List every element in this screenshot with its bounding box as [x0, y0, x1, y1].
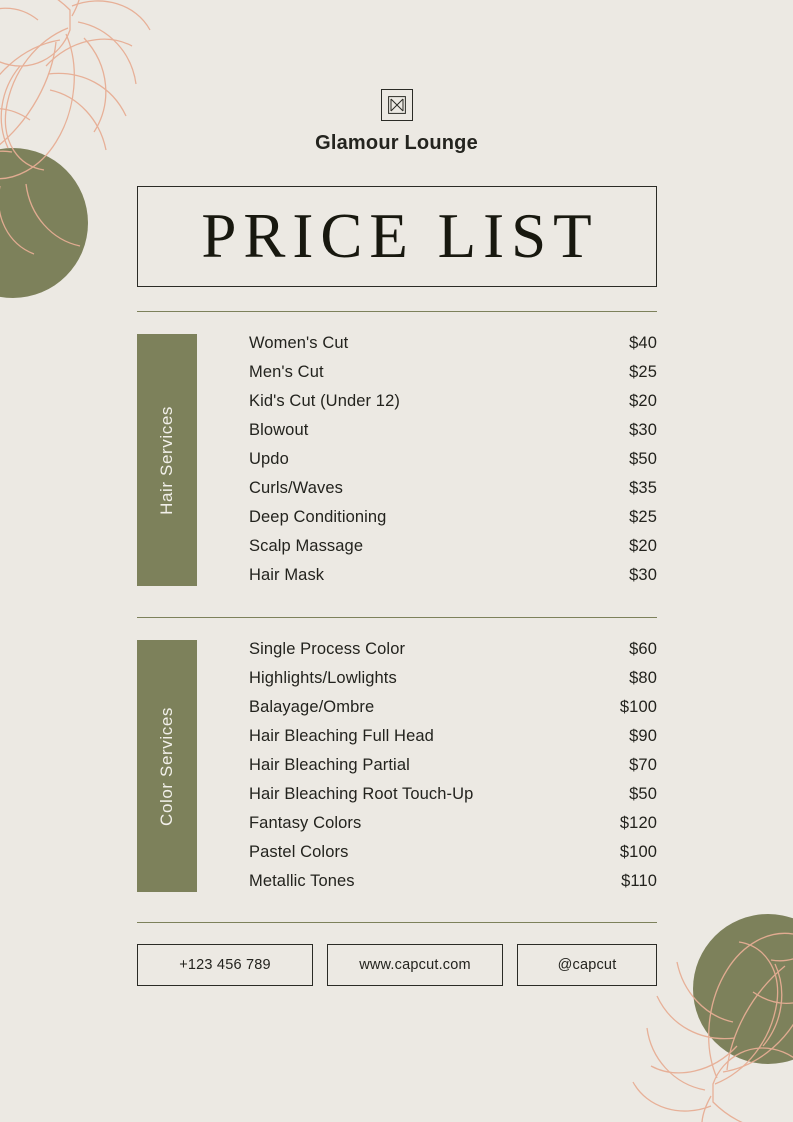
service-price: $25 — [629, 363, 657, 381]
service-name: Highlights/Lowlights — [249, 669, 397, 687]
category-tab-color-services — [137, 640, 197, 892]
brand-name: Glamour Lounge — [315, 132, 478, 154]
floral-line-art-bottom-right — [593, 892, 793, 1122]
service-name: Balayage/Ombre — [249, 698, 375, 716]
price-item-list — [249, 334, 657, 595]
price-row — [249, 363, 657, 392]
service-price: $120 — [619, 814, 657, 832]
service-price: $30 — [629, 566, 657, 584]
price-row — [249, 669, 657, 698]
category-label: Color Services — [157, 706, 176, 826]
service-price: $100 — [619, 843, 657, 861]
price-row — [249, 334, 657, 363]
divider-bottom — [137, 922, 657, 923]
service-price: $90 — [629, 727, 657, 745]
price-row — [249, 479, 657, 508]
price-row — [249, 756, 657, 785]
price-row — [249, 698, 657, 727]
divider-top — [137, 311, 657, 312]
bowtie-monogram-icon — [388, 96, 406, 114]
service-name: Women's Cut — [249, 334, 349, 352]
service-price: $40 — [629, 334, 657, 352]
price-row — [249, 392, 657, 421]
service-price: $50 — [629, 450, 657, 468]
service-name: Curls/Waves — [249, 479, 344, 497]
service-price: $35 — [629, 479, 657, 497]
service-name: Hair Bleaching Full Head — [249, 727, 434, 745]
service-price: $20 — [629, 537, 657, 555]
service-name: Single Process Color — [249, 640, 406, 658]
price-item-list — [249, 640, 657, 901]
price-row — [249, 727, 657, 756]
service-price: $80 — [629, 669, 657, 687]
service-price: $70 — [629, 756, 657, 774]
service-price: $110 — [621, 872, 657, 890]
contact-website[interactable]: www.capcut.com — [327, 944, 503, 986]
price-row — [249, 421, 657, 450]
service-name: Blowout — [249, 421, 309, 439]
page-title: PRICE LIST — [201, 201, 599, 271]
divider-middle — [137, 617, 657, 618]
contact-phone[interactable]: +123 456 789 — [137, 944, 313, 986]
service-price: $60 — [629, 640, 657, 658]
category-label: Hair Services — [157, 405, 176, 515]
price-row — [249, 566, 657, 595]
service-name: Deep Conditioning — [249, 508, 387, 526]
service-name: Pastel Colors — [249, 843, 349, 861]
service-name: Scalp Massage — [249, 537, 364, 555]
section-color-services — [137, 640, 657, 901]
service-name: Updo — [249, 450, 289, 468]
brand-logo — [381, 89, 413, 121]
service-price: $100 — [619, 698, 657, 716]
service-name: Metallic Tones — [249, 872, 355, 890]
service-name: Hair Bleaching Partial — [249, 756, 410, 774]
footer-contact-bar — [137, 944, 657, 986]
price-row — [249, 785, 657, 814]
price-row — [249, 843, 657, 872]
price-row — [249, 814, 657, 843]
page-title-box — [137, 186, 657, 287]
service-price: $50 — [629, 785, 657, 803]
section-hair-services — [137, 334, 657, 595]
service-price: $30 — [629, 421, 657, 439]
decorative-circle-top-left — [0, 148, 88, 298]
service-price: $20 — [629, 392, 657, 410]
price-row — [249, 450, 657, 479]
service-name: Hair Mask — [249, 566, 325, 584]
price-row — [249, 537, 657, 566]
service-name: Men's Cut — [249, 363, 324, 381]
service-name: Fantasy Colors — [249, 814, 362, 832]
decorative-circle-bottom-right — [693, 914, 793, 1064]
price-row — [249, 640, 657, 669]
contact-social-handle[interactable]: @capcut — [517, 944, 657, 986]
service-name: Kid's Cut (Under 12) — [249, 392, 400, 410]
price-row — [249, 872, 657, 901]
price-row — [249, 508, 657, 537]
service-price: $25 — [629, 508, 657, 526]
category-tab-hair-services — [137, 334, 197, 586]
service-name: Hair Bleaching Root Touch-Up — [249, 785, 474, 803]
